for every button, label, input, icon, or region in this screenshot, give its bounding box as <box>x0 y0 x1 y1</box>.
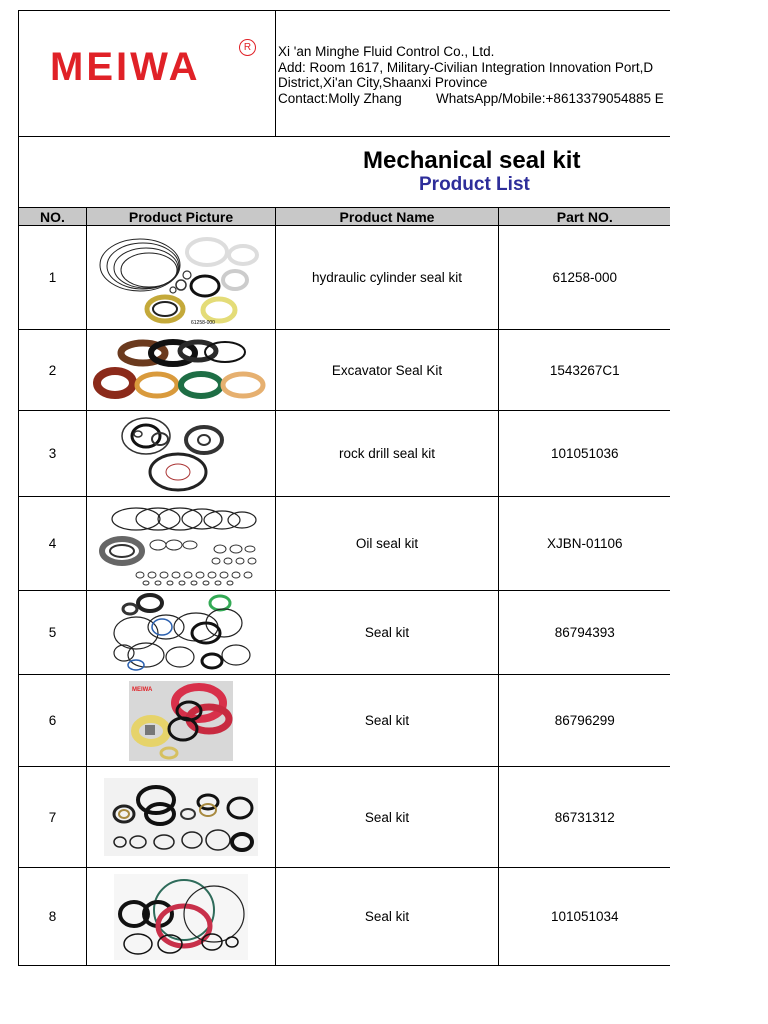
seal-kit-image <box>104 778 258 856</box>
table-row <box>19 675 671 767</box>
row-number: 5 <box>19 591 87 675</box>
seal-kit-image <box>129 681 233 761</box>
product-picture <box>87 497 276 591</box>
seal-kit-image <box>96 501 266 587</box>
product-name: Oil seal kit <box>276 497 499 591</box>
title-row <box>18 137 670 208</box>
product-picture <box>87 330 276 411</box>
product-name: hydraulic cylinder seal kit <box>276 226 499 330</box>
product-picture <box>87 411 276 497</box>
row-number: 8 <box>19 868 87 966</box>
contact-phone: WhatsApp/Mobile:+8613379054885 E <box>436 90 664 106</box>
product-picture <box>87 868 276 966</box>
part-number: 101051036 <box>499 411 671 497</box>
part-number: 1543267C1 <box>499 330 671 411</box>
registered-mark-icon: R <box>239 39 256 56</box>
company-contact-row <box>278 91 670 107</box>
table-row <box>19 226 671 330</box>
col-header-part: Part NO. <box>499 208 671 226</box>
product-name: Seal kit <box>276 591 499 675</box>
col-header-name: Product Name <box>276 208 499 226</box>
page-subtitle: Product List <box>419 174 530 195</box>
product-name: Seal kit <box>276 868 499 966</box>
row-number: 7 <box>19 767 87 868</box>
product-table <box>18 207 670 966</box>
company-address-line2: District,Xi'an City,Shaanxi Province <box>278 75 488 90</box>
company-info <box>278 44 670 106</box>
table-row <box>19 591 671 675</box>
row-number: 2 <box>19 330 87 411</box>
picture-caption: 61258-000 <box>191 319 215 326</box>
product-picture <box>87 675 276 767</box>
company-name: Xi 'an Minghe Fluid Control Co., Ltd. <box>278 44 495 59</box>
page-title: Mechanical seal kit <box>363 147 581 174</box>
seal-kit-image <box>93 335 269 405</box>
part-number: 86794393 <box>499 591 671 675</box>
company-logo: MEIWA <box>50 45 201 89</box>
part-number: 86796299 <box>499 675 671 767</box>
product-name: Excavator Seal Kit <box>276 330 499 411</box>
table-row <box>19 868 671 966</box>
col-header-picture: Product Picture <box>87 208 276 226</box>
product-picture <box>87 591 276 675</box>
product-name: Seal kit <box>276 767 499 868</box>
part-number: 61258-000 <box>499 226 671 330</box>
row-number: 6 <box>19 675 87 767</box>
seal-kit-image <box>116 414 246 494</box>
seal-kit-image <box>114 874 248 960</box>
part-number: 86731312 <box>499 767 671 868</box>
company-address-line1: Add: Room 1617, Military-Civilian Integration Innovation Port,D <box>278 59 654 75</box>
company-header <box>18 10 670 137</box>
product-name: Seal kit <box>276 675 499 767</box>
table-row <box>19 767 671 868</box>
table-header-row <box>19 208 671 226</box>
logo-cell <box>19 11 276 137</box>
seal-kit-image <box>106 593 256 673</box>
col-header-no: NO. <box>19 208 87 226</box>
row-number: 1 <box>19 226 87 330</box>
picture-caption: MEIWA <box>132 686 153 693</box>
part-number: XJBN-01106 <box>499 497 671 591</box>
table-row <box>19 330 671 411</box>
seal-kit-image <box>95 230 267 326</box>
row-number: 3 <box>19 411 87 497</box>
product-picture <box>87 767 276 868</box>
contact-person: Contact:Molly Zhang <box>278 90 402 106</box>
table-row <box>19 497 671 591</box>
part-number: 101051034 <box>499 868 671 966</box>
product-sheet <box>18 10 670 967</box>
table-row <box>19 411 671 497</box>
product-name: rock drill seal kit <box>276 411 499 497</box>
row-number: 4 <box>19 497 87 591</box>
product-picture <box>87 226 276 330</box>
